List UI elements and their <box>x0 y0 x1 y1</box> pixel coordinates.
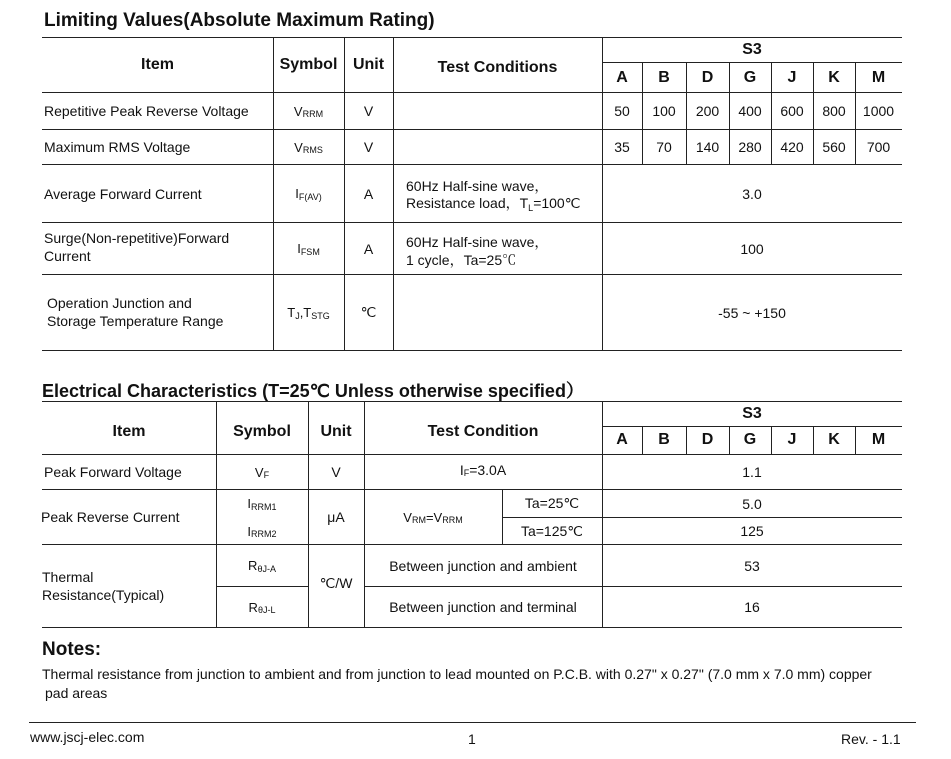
t1-row3-symbol: I $_{F(AV)}$ <box>295 186 322 202</box>
t2-thr-cond1: Between junction and ambient <box>389 557 577 574</box>
t1-row1-value: 100 <box>652 103 676 119</box>
t2-thr-cond2: Between junction and terminal <box>389 599 577 615</box>
t1-row2-value: 70 <box>656 139 672 155</box>
t2-header-symbol: Symbol <box>233 423 291 440</box>
t1-row1-value: 400 <box>738 103 762 119</box>
t1-grade: J <box>787 68 797 86</box>
t1-row4-value: 100 <box>740 240 764 257</box>
t2-header-test: Test Condition <box>427 423 539 440</box>
t1-grade: A <box>616 68 628 86</box>
t2-prc-ta1: Ta=25℃ <box>524 495 580 511</box>
t1-header-unit: Unit <box>352 56 385 73</box>
t2-grade: D <box>701 431 714 448</box>
t2-thr-item-line2: Resistance(Typical) <box>42 587 165 603</box>
t1-row1-value: 50 <box>614 103 630 119</box>
t2-header-unit: Unit <box>320 423 352 440</box>
t2-pfv-item: Peak Forward Voltage <box>44 464 182 480</box>
t2-prc-item: Peak Reverse Current <box>41 509 180 525</box>
t2-grade: B <box>658 431 670 448</box>
t1-row4-test-line1: 60Hz Half-sine wave， <box>406 234 549 250</box>
t2-thr-value1: 53 <box>744 557 760 574</box>
t1-row4-unit: A <box>363 240 374 257</box>
notes-title: Notes: <box>42 639 102 660</box>
t1-row4-item-line2: Current <box>44 248 91 264</box>
t1-row5-item-line2: Storage Temperature Range <box>47 313 224 329</box>
t1-row3-test-line2: Resistance load，$T_L=100℃$ <box>406 195 581 213</box>
t1-row1-value: 1000 <box>862 103 895 119</box>
notes-line1: Thermal resistance from junction to ambient and from junction to lead mounted on P.C.B. with 0.27" x 0.27" (7.0 mm x 7.0 mm) copper <box>42 666 872 682</box>
table1-title: Limiting Values(Absolute Maximum Rating) <box>44 10 435 31</box>
footer-revision: Rev. - 1.1 <box>841 731 901 747</box>
t1-row1-value: 600 <box>780 103 804 119</box>
t1-row3-test-line1: 60Hz Half-sine wave， <box>406 178 549 194</box>
t2-grade: A <box>616 431 628 448</box>
t1-row2-value: 140 <box>695 139 720 155</box>
t1-grade: M <box>871 68 886 86</box>
t1-row5-unit: ℃ <box>360 304 377 320</box>
table2-title: Electrical Characteristics (T=25℃ Unless otherwise specified） <box>42 381 584 401</box>
t2-prc-symbol1: I $_{RRM1}$ <box>247 496 277 512</box>
t1-row5-symbol: T $_J$ ,T $_{STG}$ <box>287 305 330 321</box>
t1-grade: B <box>658 68 670 86</box>
t1-row1-value: 800 <box>822 103 846 119</box>
t2-prc-unit: μA <box>327 509 345 525</box>
t1-row2-item: Maximum RMS Voltage <box>44 139 191 155</box>
t1-row2-unit: V <box>363 139 374 155</box>
t2-prc-condition: V $_{RM}$ =V $_{RRM}$ <box>403 509 463 525</box>
t1-header-part: S3 <box>742 40 762 58</box>
t1-row3-value: 3.0 <box>742 185 762 202</box>
t2-header-item: Item <box>112 423 146 440</box>
t2-grade: K <box>828 431 840 448</box>
t2-header-part: S3 <box>742 404 762 422</box>
t1-row1-symbol: V $_{RRM}$ <box>293 103 324 119</box>
t2-pfv-symbol: V $_F$ <box>254 464 270 480</box>
t1-row5-item-line1: Operation Junction and <box>47 295 192 311</box>
t2-pfv-value: 1.1 <box>742 464 762 480</box>
t1-grade: K <box>828 68 840 86</box>
t1-header-test: Test Conditions <box>437 59 558 76</box>
t2-prc-value1: 5.0 <box>742 495 762 512</box>
t1-row2-value: 280 <box>738 139 762 155</box>
t2-grade: G <box>743 431 757 448</box>
t2-prc-value2: 125 <box>740 523 764 539</box>
t1-row4-symbol: I $_{FSM}$ <box>297 241 320 257</box>
t2-thr-value2: 16 <box>744 599 760 615</box>
t1-row2-value: 35 <box>614 139 630 155</box>
footer-url[interactable]: www.jscj-elec.com <box>30 729 145 745</box>
t1-row1-item: Repetitive Peak Reverse Voltage <box>44 103 249 119</box>
t1-row4-item-line1: Surge(Non-repetitive)Forward <box>44 230 230 246</box>
footer-page-number: 1 <box>468 731 476 747</box>
t2-thr-symbol2: R $_{\theta J-L}$ <box>248 599 276 615</box>
t1-grade: G <box>743 68 757 86</box>
t2-thr-unit: ℃/W <box>319 574 353 591</box>
t1-row4-test-line2: 1 cycle，Ta=25℃ <box>406 252 517 268</box>
t1-row3-item: Average Forward Current <box>44 185 202 202</box>
t1-row2-value: 560 <box>822 139 846 155</box>
t1-grade: D <box>701 68 714 86</box>
t1-row2-value: 700 <box>866 139 891 155</box>
t1-header-symbol: Symbol <box>279 56 338 73</box>
t1-row1-unit: V <box>363 103 374 119</box>
t2-prc-symbol2: I $_{RRM2}$ <box>247 523 277 539</box>
t1-row2-symbol: V $_{RMS}$ <box>294 139 323 155</box>
t1-header-item: Item <box>141 56 174 73</box>
t2-prc-ta2: Ta=125℃ <box>520 522 584 539</box>
t1-row2-value: 420 <box>780 139 804 155</box>
t2-pfv-unit: V <box>331 464 341 480</box>
t2-thr-item-line1: Thermal <box>42 569 94 585</box>
t2-grade: M <box>871 431 886 448</box>
t2-grade: J <box>787 431 797 448</box>
notes-line2: pad areas <box>45 685 108 701</box>
t2-thr-symbol1: R $_{\theta J-A}$ <box>248 558 276 574</box>
t1-row5-value: -55 ~ +150 <box>718 304 786 321</box>
t1-row1-value: 200 <box>695 103 720 119</box>
t1-row3-unit: A <box>363 185 374 202</box>
t2-pfv-test: I $_F$ =3.0A <box>459 462 507 478</box>
